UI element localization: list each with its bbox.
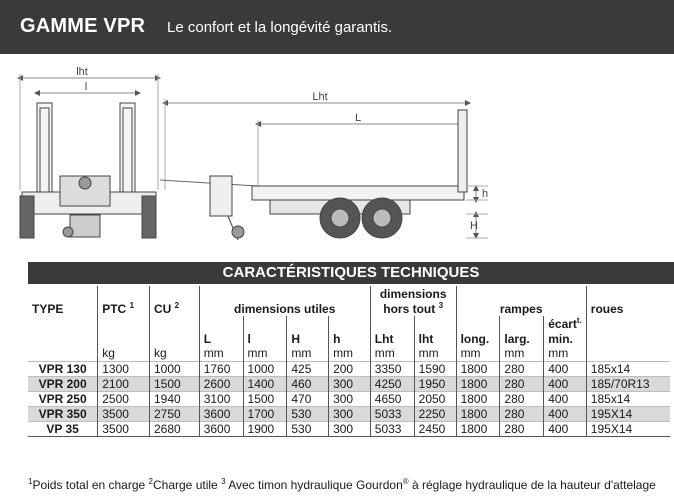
ecart-header: écart$^{t.}$ bbox=[544, 316, 587, 331]
table-cell: 470 bbox=[287, 391, 329, 406]
table-cell: 2600 bbox=[199, 376, 243, 391]
table-cell: 195X14 bbox=[586, 406, 670, 421]
unit-cell: mm bbox=[456, 346, 500, 361]
table-header-row-1 bbox=[28, 286, 670, 301]
unit-cell: kg bbox=[98, 346, 150, 361]
unit-cell: mm bbox=[370, 346, 414, 361]
table-cell: 300 bbox=[329, 376, 371, 391]
table-cell: 2500 bbox=[98, 391, 150, 406]
side-L-label: L bbox=[354, 112, 362, 124]
table-cell: 460 bbox=[287, 376, 329, 391]
table-cell: 195X14 bbox=[586, 421, 670, 436]
h-header: h bbox=[329, 331, 371, 346]
table-cell: 1400 bbox=[243, 376, 287, 391]
table-cell: 185x14 bbox=[586, 361, 670, 376]
trailer-technical-drawing bbox=[0, 60, 674, 250]
side-view bbox=[160, 99, 488, 240]
table-cell: 2050 bbox=[414, 391, 456, 406]
unit-cell: kg bbox=[149, 346, 199, 361]
table-cell: 1000 bbox=[243, 361, 287, 376]
table-cell: 5033 bbox=[370, 421, 414, 436]
table-cell-type: VPR 130 bbox=[28, 361, 98, 376]
table-cell-type: VP 35 bbox=[28, 421, 98, 436]
table-cell: 1700 bbox=[243, 406, 287, 421]
footnote-number: 2 bbox=[148, 477, 153, 486]
page-title: GAMME VPR bbox=[20, 15, 146, 37]
type-header: TYPE bbox=[32, 301, 64, 316]
table-row bbox=[28, 421, 670, 436]
cu-header: CU $^2$ bbox=[149, 301, 199, 316]
table-cell: 3500 bbox=[98, 406, 150, 421]
table-cell: 1800 bbox=[456, 376, 500, 391]
table-cell: 300 bbox=[329, 391, 371, 406]
footnote-text: Avec timon hydraulique Gourdon bbox=[228, 478, 403, 492]
table-cell: 1900 bbox=[243, 421, 287, 436]
table-cell: 1940 bbox=[149, 391, 199, 406]
table-cell: 280 bbox=[500, 361, 544, 376]
table-cell: 1300 bbox=[98, 361, 150, 376]
table-cell: 1760 bbox=[199, 361, 243, 376]
footnote-number: 1 bbox=[28, 477, 33, 486]
registered-mark: ® bbox=[402, 477, 409, 486]
table-cell: 280 bbox=[500, 421, 544, 436]
footnote-text: à réglage hydraulique de la hauteur d'attelage bbox=[412, 478, 656, 492]
table-cell: 1000 bbox=[149, 361, 199, 376]
table-cell: 4250 bbox=[370, 376, 414, 391]
table-cell: 3100 bbox=[199, 391, 243, 406]
l-header: l bbox=[243, 331, 287, 346]
front-l-label: l bbox=[84, 81, 88, 93]
side-H-label: H bbox=[470, 220, 478, 232]
unit-cell: mm bbox=[500, 346, 544, 361]
table-cell: 3600 bbox=[199, 421, 243, 436]
table-cell: 3350 bbox=[370, 361, 414, 376]
table-cell: 185x14 bbox=[586, 391, 670, 406]
unit-cell: mm bbox=[544, 346, 587, 361]
table-cell: 1800 bbox=[456, 391, 500, 406]
table-cell: 400 bbox=[544, 376, 587, 391]
table-cell: 280 bbox=[500, 376, 544, 391]
side-h-label: h bbox=[482, 188, 489, 200]
table-header-row-3 bbox=[28, 316, 670, 331]
ptc-header: PTC $^1$ bbox=[98, 301, 150, 316]
dims-hors-tout-header-1: dimensions bbox=[370, 286, 456, 301]
table-cell: 280 bbox=[500, 391, 544, 406]
table-cell: 280 bbox=[500, 406, 544, 421]
table-cell: 2750 bbox=[149, 406, 199, 421]
table-cell: 2100 bbox=[98, 376, 150, 391]
table-cell: 300 bbox=[329, 421, 371, 436]
side-Lht-label: Lht bbox=[312, 91, 328, 103]
table-cell: 1800 bbox=[456, 421, 500, 436]
larg-header: larg. bbox=[500, 331, 544, 346]
specs-section-title: CARACTÉRISTIQUES TECHNIQUES bbox=[28, 262, 674, 284]
unit-cell: mm bbox=[199, 346, 243, 361]
table-cell: 300 bbox=[329, 406, 371, 421]
table-row bbox=[28, 361, 670, 376]
table-cell-type: VPR 200 bbox=[28, 376, 98, 391]
footnote-text: Charge utile bbox=[153, 478, 218, 492]
footnote-text: Poids total en charge bbox=[32, 478, 146, 492]
rampes-header: rampes bbox=[456, 301, 586, 316]
table-cell: 400 bbox=[544, 391, 587, 406]
table-cell-type: VPR 250 bbox=[28, 391, 98, 406]
footnote bbox=[28, 478, 656, 492]
long-header: long. bbox=[456, 331, 500, 346]
Lht-header: Lht bbox=[370, 331, 414, 346]
L-header: L bbox=[199, 331, 243, 346]
table-cell: 2450 bbox=[414, 421, 456, 436]
table-cell: 425 bbox=[287, 361, 329, 376]
table-row bbox=[28, 376, 670, 391]
table-units-row bbox=[28, 346, 670, 361]
header-bar bbox=[0, 0, 674, 54]
table-cell: 1500 bbox=[243, 391, 287, 406]
min-header: min. bbox=[544, 331, 587, 346]
unit-cell: mm bbox=[243, 346, 287, 361]
table-cell: 185/70R13 bbox=[586, 376, 670, 391]
unit-cell: mm bbox=[414, 346, 456, 361]
table-cell: 1590 bbox=[414, 361, 456, 376]
unit-cell: mm bbox=[329, 346, 371, 361]
table-cell: 400 bbox=[544, 421, 587, 436]
footnote-number: 3 bbox=[221, 477, 226, 486]
table-row bbox=[28, 391, 670, 406]
H-header: H bbox=[287, 331, 329, 346]
dims-utiles-header: dimensions utiles bbox=[199, 301, 370, 316]
page-subtitle: Le confort et la longévité garantis. bbox=[167, 19, 393, 36]
table-header-row-2 bbox=[28, 301, 670, 316]
lht-header: lht bbox=[414, 331, 456, 346]
front-view bbox=[20, 74, 158, 238]
table-cell: 400 bbox=[544, 361, 587, 376]
table-row bbox=[28, 406, 670, 421]
table-cell: 5033 bbox=[370, 406, 414, 421]
table-cell: 530 bbox=[287, 406, 329, 421]
front-lht-label: lht bbox=[76, 66, 88, 78]
table-cell: 1500 bbox=[149, 376, 199, 391]
table-cell: 400 bbox=[544, 406, 587, 421]
table-cell: 1800 bbox=[456, 361, 500, 376]
table-cell: 200 bbox=[329, 361, 371, 376]
table-cell: 4650 bbox=[370, 391, 414, 406]
specs-table bbox=[28, 286, 670, 437]
table-cell: 3600 bbox=[199, 406, 243, 421]
table-cell: 1950 bbox=[414, 376, 456, 391]
table-cell-type: VPR 350 bbox=[28, 406, 98, 421]
dims-hors-tout-header-2: hors tout $^3$ bbox=[370, 301, 456, 316]
unit-cell: mm bbox=[287, 346, 329, 361]
table-header-row-4 bbox=[28, 331, 670, 346]
roues-header: roues bbox=[586, 301, 670, 316]
table-cell: 2680 bbox=[149, 421, 199, 436]
table-cell: 1800 bbox=[456, 406, 500, 421]
table-cell: 3500 bbox=[98, 421, 150, 436]
table-cell: 530 bbox=[287, 421, 329, 436]
table-cell: 2250 bbox=[414, 406, 456, 421]
